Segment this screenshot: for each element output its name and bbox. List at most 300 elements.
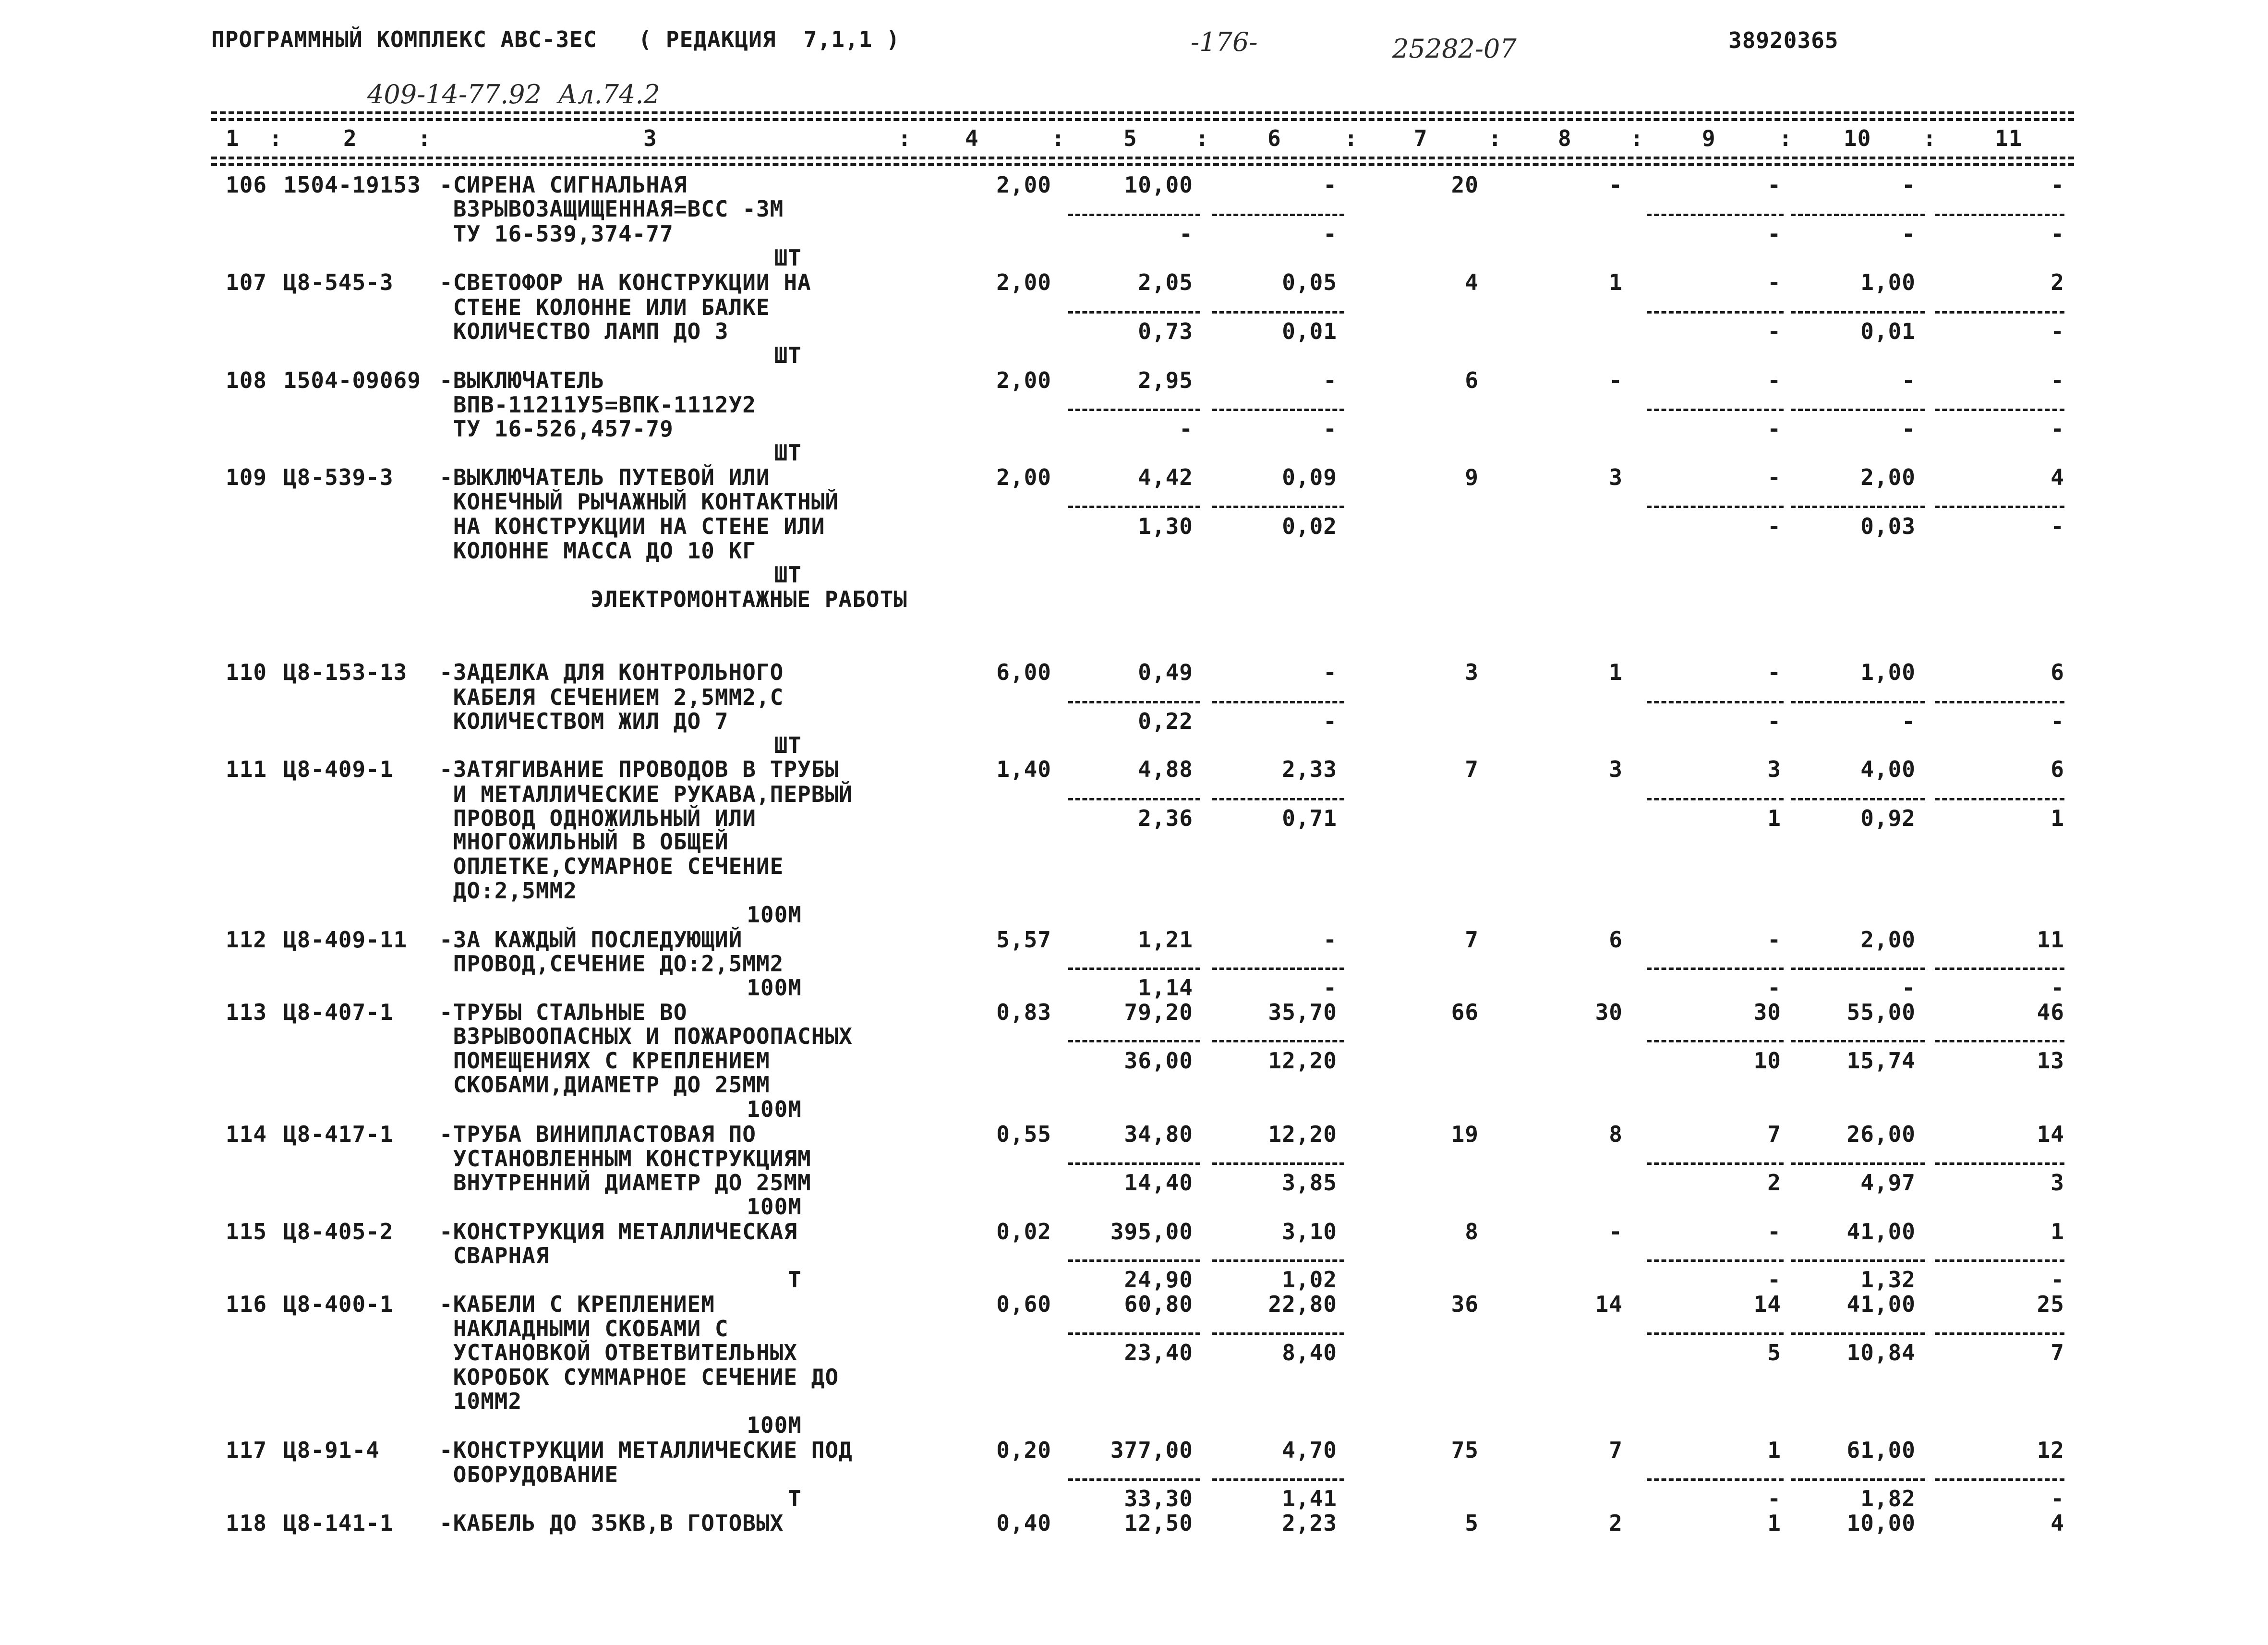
unit-label: ШТ: [774, 342, 802, 368]
col-6-header: 6: [1267, 125, 1281, 151]
value-separator: [1935, 798, 2064, 800]
cell-col-10: -: [1902, 416, 1916, 442]
project-number: 409-14-77.92 Ал.74.2: [367, 79, 660, 109]
cell-col-3: -СВЕТОФОР НА КОНСТРУКЦИИ НА: [439, 269, 811, 295]
cell-col-10: 41,00: [1846, 1291, 1916, 1317]
cell-col-8: -: [1609, 1219, 1623, 1245]
cell-col-6: 22,80: [1268, 1291, 1337, 1317]
cell-col-9: -: [1767, 464, 1781, 490]
cell-col-3: ВЗРЫВООПАСНЫХ И ПОЖАРООПАСНЫХ: [439, 1023, 853, 1049]
value-separator: [1068, 311, 1200, 314]
cell-col-3: -ЗАДЕЛКА ДЛЯ КОНТРОЛЬНОГО: [439, 659, 784, 685]
cell-col-10: -: [1902, 367, 1916, 393]
cell-col-3: КОЛОННЕ МАССА ДО 10 КГ: [439, 538, 756, 564]
cell-col-9: -: [1767, 1486, 1781, 1512]
cell-col-4: 0,60: [996, 1291, 1051, 1317]
cell-col-3: ВПВ-11211У5=ВПК-1112У2: [439, 392, 756, 418]
cell-col-11: -: [2051, 1267, 2064, 1293]
cell-col-9: 2: [1767, 1170, 1781, 1196]
cell-col-11: 1: [2051, 1219, 2064, 1245]
value-separator: [1791, 701, 1925, 703]
cell-col-7: 7: [1465, 756, 1479, 782]
cell-col-4: 1,40: [996, 756, 1051, 782]
cell-col-2: Ц8-417-1: [283, 1121, 394, 1147]
value-separator: [1647, 506, 1784, 508]
cell-col-9: 7: [1767, 1121, 1781, 1147]
cell-col-10: 4,97: [1860, 1170, 1916, 1196]
col-sep: :: [1923, 125, 1937, 151]
cell-col-1: 115: [226, 1219, 267, 1245]
cell-col-2: Ц8-545-3: [283, 269, 394, 295]
col-2-header: 2: [343, 125, 357, 151]
cell-col-6: 4,70: [1282, 1437, 1337, 1463]
value-separator: [1068, 968, 1200, 970]
value-separator: [1212, 1478, 1344, 1481]
cell-col-8: 2: [1609, 1510, 1623, 1536]
value-separator: [1647, 1040, 1784, 1042]
value-separator: [1935, 701, 2064, 703]
value-separator: [1647, 1478, 1784, 1481]
cell-col-11: -: [2051, 975, 2064, 1001]
cell-col-6: 1,41: [1282, 1486, 1337, 1512]
value-separator: [1935, 409, 2064, 411]
value-separator: [1068, 1478, 1200, 1481]
cell-col-3: ОПЛЕТКЕ,СУМАРНОЕ СЕЧЕНИЕ: [439, 853, 784, 879]
value-separator: [1791, 1162, 1925, 1165]
cell-col-2: Ц8-153-13: [283, 659, 408, 685]
cell-col-3: УСТАНОВКОЙ ОТВЕТВИТЕЛЬНЫХ: [439, 1340, 798, 1366]
cell-col-10: -: [1902, 221, 1916, 247]
page-number: -176-: [1191, 27, 1258, 57]
cell-col-9: -: [1767, 1219, 1781, 1245]
cell-col-5: 79,20: [1124, 999, 1193, 1025]
col-sep: :: [418, 125, 432, 151]
col-8-header: 8: [1558, 125, 1572, 151]
cell-col-1: 110: [226, 659, 267, 685]
col-sep: :: [269, 125, 283, 151]
cell-col-11: 6: [2051, 659, 2064, 685]
cell-col-9: -: [1767, 416, 1781, 442]
cell-col-3: ПРОВОД ОДНОЖИЛЬНЫЙ ИЛИ: [439, 805, 756, 831]
cell-col-8: 3: [1609, 464, 1623, 490]
cell-col-11: 11: [2037, 927, 2064, 953]
cell-col-10: -: [1902, 708, 1916, 734]
cell-col-3: -ТРУБЫ СТАЛЬНЫЕ ВО: [439, 999, 688, 1025]
value-separator: [1068, 214, 1200, 216]
cell-col-9: -: [1767, 975, 1781, 1001]
unit-label: 100М: [747, 902, 802, 928]
cell-col-5: 0,49: [1138, 659, 1193, 685]
cell-col-9: -: [1767, 172, 1781, 198]
cell-col-5: 24,90: [1124, 1267, 1193, 1293]
cell-col-4: 0,02: [996, 1219, 1051, 1245]
value-separator: [1647, 311, 1784, 314]
cell-col-9: -: [1767, 513, 1781, 539]
cell-col-11: 12: [2037, 1437, 2064, 1463]
unit-label: ШТ: [774, 732, 802, 758]
cell-col-3: -СИРЕНА СИГНАЛЬНАЯ: [439, 172, 688, 198]
cell-col-3: ОБОРУДОВАНИЕ: [439, 1462, 619, 1488]
col-1-header: 1: [226, 125, 240, 151]
cell-col-11: -: [2051, 367, 2064, 393]
value-separator: [1791, 214, 1925, 216]
cell-col-7: 20: [1451, 172, 1479, 198]
cell-col-2: Ц8-400-1: [283, 1291, 394, 1317]
cell-col-3: СТЕНЕ КОЛОННЕ ИЛИ БАЛКЕ: [439, 294, 770, 320]
cell-col-5: 14,40: [1124, 1170, 1193, 1196]
value-separator: [1212, 409, 1344, 411]
value-separator: [1212, 798, 1344, 800]
header-rule-bottom: [211, 157, 2074, 159]
cell-col-10: 0,01: [1860, 318, 1916, 344]
cell-col-8: 8: [1609, 1121, 1623, 1147]
cell-col-9: 3: [1767, 756, 1781, 782]
cell-col-6: 0,09: [1282, 464, 1337, 490]
value-separator: [1068, 1040, 1200, 1042]
cell-col-7: 66: [1451, 999, 1479, 1025]
section-title: ЭЛЕКТРОМОНТАЖНЫЕ РАБОТЫ: [591, 586, 907, 612]
cell-col-10: 55,00: [1846, 999, 1916, 1025]
cell-col-3: -ЗАТЯГИВАНИЕ ПРОВОДОВ В ТРУБЫ: [439, 756, 839, 782]
unit-label: ШТ: [774, 245, 802, 271]
cell-col-11: -: [2051, 708, 2064, 734]
cell-col-6: -: [1323, 221, 1337, 247]
cell-col-9: 10: [1753, 1048, 1781, 1074]
cell-col-9: -: [1767, 269, 1781, 295]
cell-col-3: -ВЫКЛЮЧАТЕЛЬ: [439, 367, 605, 393]
header-rule-top-2: [211, 118, 2074, 121]
value-separator: [1935, 1478, 2064, 1481]
cell-col-3: -ВЫКЛЮЧАТЕЛЬ ПУТЕВОЙ ИЛИ: [439, 464, 770, 490]
cell-col-5: 34,80: [1124, 1121, 1193, 1147]
cell-col-6: -: [1323, 708, 1337, 734]
cell-col-10: 1,32: [1860, 1267, 1916, 1293]
cell-col-11: 4: [2051, 1510, 2064, 1536]
cell-col-8: 30: [1595, 999, 1623, 1025]
value-separator: [1212, 506, 1344, 508]
cell-col-3: СВАРНАЯ: [439, 1243, 550, 1269]
cell-col-10: 2,00: [1860, 927, 1916, 953]
value-separator: [1212, 1259, 1344, 1262]
cell-col-11: 13: [2037, 1048, 2064, 1074]
cell-col-3: ВНУТРЕННИЙ ДИАМЕТР ДО 25ММ: [439, 1170, 811, 1196]
cell-col-7: 7: [1465, 927, 1479, 953]
header-rule-top: [211, 111, 2074, 114]
cell-col-1: 114: [226, 1121, 267, 1147]
cell-col-2: Ц8-409-11: [283, 927, 408, 953]
cell-col-3: ВЗРЫВОЗАЩИЩЕННАЯ=ВСС -3М: [439, 196, 784, 222]
value-separator: [1212, 1162, 1344, 1165]
cell-col-6: 3,85: [1282, 1170, 1337, 1196]
cell-col-7: 6: [1465, 367, 1479, 393]
col-sep: :: [1195, 125, 1209, 151]
value-separator: [1935, 968, 2064, 970]
cell-col-1: 111: [226, 756, 267, 782]
value-separator: [1068, 506, 1200, 508]
cell-col-6: 8,40: [1282, 1340, 1337, 1366]
cell-col-4: 2,00: [996, 172, 1051, 198]
value-separator: [1212, 1040, 1344, 1042]
unit-label: Т: [788, 1486, 802, 1512]
cell-col-3: КАБЕЛЯ СЕЧЕНИЕМ 2,5ММ2,С: [439, 684, 784, 710]
cell-col-5: 36,00: [1124, 1048, 1193, 1074]
cell-col-3: УСТАНОВЛЕННЫМ КОНСТРУКЦИЯМ: [439, 1146, 811, 1172]
value-separator: [1791, 311, 1925, 314]
cell-col-9: 1: [1767, 1437, 1781, 1463]
cell-col-1: 117: [226, 1437, 267, 1463]
value-separator: [1068, 1332, 1200, 1335]
cell-col-4: 2,00: [996, 367, 1051, 393]
cell-col-10: 41,00: [1846, 1219, 1916, 1245]
cell-col-3: 10ММ2: [439, 1388, 522, 1414]
cell-col-10: 1,00: [1860, 269, 1916, 295]
cell-col-7: 5: [1465, 1510, 1479, 1536]
cell-col-6: -: [1323, 367, 1337, 393]
cell-col-9: -: [1767, 927, 1781, 953]
col-5-header: 5: [1123, 125, 1137, 151]
unit-label: 100М: [747, 975, 802, 1001]
cell-col-4: 2,00: [996, 269, 1051, 295]
cell-col-4: 0,40: [996, 1510, 1051, 1536]
cell-col-9: -: [1767, 318, 1781, 344]
cell-col-3: -КОНСТРУКЦИИ МЕТАЛЛИЧЕСКИЕ ПОД: [439, 1437, 853, 1463]
cell-col-9: 1: [1767, 805, 1781, 831]
cell-col-9: 14: [1753, 1291, 1781, 1317]
cell-col-1: 109: [226, 464, 267, 490]
cell-col-9: -: [1767, 1267, 1781, 1293]
cell-col-10: 1,00: [1860, 659, 1916, 685]
cell-col-3: ТУ 16-539,374-77: [439, 221, 674, 247]
value-separator: [1791, 506, 1925, 508]
cell-col-10: 4,00: [1860, 756, 1916, 782]
cell-col-11: 4: [2051, 464, 2064, 490]
cell-col-4: 5,57: [996, 927, 1051, 953]
value-separator: [1791, 968, 1925, 970]
value-separator: [1068, 701, 1200, 703]
value-separator: [1212, 214, 1344, 216]
cell-col-5: 377,00: [1110, 1437, 1193, 1463]
cell-col-11: -: [2051, 1486, 2064, 1512]
col-3-header: 3: [643, 125, 657, 151]
cell-col-8: -: [1609, 172, 1623, 198]
cell-col-10: 26,00: [1846, 1121, 1916, 1147]
cell-col-8: 7: [1609, 1437, 1623, 1463]
cell-col-6: 12,20: [1268, 1121, 1337, 1147]
cell-col-1: 106: [226, 172, 267, 198]
cell-col-6: -: [1323, 659, 1337, 685]
value-separator: [1068, 798, 1200, 800]
cell-col-5: 395,00: [1110, 1219, 1193, 1245]
cell-col-5: 2,95: [1138, 367, 1193, 393]
col-11-header: 11: [1995, 125, 2023, 151]
cell-col-6: 2,33: [1282, 756, 1337, 782]
cell-col-7: 4: [1465, 269, 1479, 295]
value-separator: [1212, 1332, 1344, 1335]
value-separator: [1068, 409, 1200, 411]
cell-col-3: НАКЛАДНЫМИ СКОБАМИ С: [439, 1316, 729, 1342]
cell-col-4: 2,00: [996, 464, 1051, 490]
cell-col-6: -: [1323, 927, 1337, 953]
value-separator: [1935, 214, 2064, 216]
cell-col-1: 107: [226, 269, 267, 295]
cell-col-7: 8: [1465, 1219, 1479, 1245]
value-separator: [1791, 1259, 1925, 1262]
cell-col-6: 1,02: [1282, 1267, 1337, 1293]
cell-col-7: 19: [1451, 1121, 1479, 1147]
cell-col-1: 113: [226, 999, 267, 1025]
value-separator: [1791, 409, 1925, 411]
cell-col-3: КОРОБОК СУММАРНОЕ СЕЧЕНИЕ ДО: [439, 1364, 839, 1390]
cell-col-9: 30: [1753, 999, 1781, 1025]
cell-col-6: 35,70: [1268, 999, 1337, 1025]
value-separator: [1647, 701, 1784, 703]
cell-col-5: 33,30: [1124, 1486, 1193, 1512]
cell-col-4: 0,55: [996, 1121, 1051, 1147]
value-separator: [1935, 311, 2064, 314]
cell-col-5: 2,05: [1138, 269, 1193, 295]
cell-col-9: 5: [1767, 1340, 1781, 1366]
cell-col-9: -: [1767, 367, 1781, 393]
cell-col-3: ТУ 16-526,457-79: [439, 416, 674, 442]
value-separator: [1791, 1332, 1925, 1335]
value-separator: [1791, 798, 1925, 800]
cell-col-4: 0,20: [996, 1437, 1051, 1463]
cell-col-10: 2,00: [1860, 464, 1916, 490]
value-separator: [1647, 409, 1784, 411]
cell-col-11: -: [2051, 221, 2064, 247]
cell-col-5: 1,14: [1138, 975, 1193, 1001]
cell-col-6: 0,71: [1282, 805, 1337, 831]
col-10-header: 10: [1844, 125, 1871, 151]
value-separator: [1647, 1162, 1784, 1165]
cell-col-8: 6: [1609, 927, 1623, 953]
cell-col-11: 3: [2051, 1170, 2064, 1196]
value-separator: [1647, 1259, 1784, 1262]
value-separator: [1068, 1162, 1200, 1165]
cell-col-6: 3,10: [1282, 1219, 1337, 1245]
cell-col-5: 10,00: [1124, 172, 1193, 198]
cell-col-10: 10,00: [1846, 1510, 1916, 1536]
cell-col-6: 0,05: [1282, 269, 1337, 295]
cell-col-5: -: [1179, 221, 1193, 247]
cell-col-3: -КОНСТРУКЦИЯ МЕТАЛЛИЧЕСКАЯ: [439, 1219, 798, 1245]
cell-col-10: 10,84: [1846, 1340, 1916, 1366]
cell-col-7: 75: [1451, 1437, 1479, 1463]
cell-col-11: -: [2051, 416, 2064, 442]
cell-col-4: 6,00: [996, 659, 1051, 685]
value-separator: [1935, 506, 2064, 508]
unit-label: ШТ: [774, 440, 802, 466]
cell-col-11: 1: [2051, 805, 2064, 831]
cell-col-2: 1504-19153: [283, 172, 421, 198]
cell-col-3: -КАБЕЛИ С КРЕПЛЕНИЕМ: [439, 1291, 715, 1317]
cell-col-2: Ц8-91-4: [283, 1437, 380, 1463]
document-number: 25282-07: [1392, 34, 1517, 64]
cell-col-9: -: [1767, 659, 1781, 685]
document-code: 38920365: [1728, 27, 1839, 53]
col-sep: :: [1344, 125, 1358, 151]
cell-col-3: ПОМЕЩЕНИЯХ С КРЕПЛЕНИЕМ: [439, 1048, 770, 1074]
value-separator: [1935, 1332, 2064, 1335]
program-header: ПРОГРАММНЫЙ КОМПЛЕКС АВС-3ЕС ( РЕДАКЦИЯ 7,1,1 ): [211, 26, 900, 52]
cell-col-1: 108: [226, 367, 267, 393]
cell-col-5: 2,36: [1138, 805, 1193, 831]
value-separator: [1791, 1040, 1925, 1042]
cell-col-11: 46: [2037, 999, 2064, 1025]
unit-label: 100М: [747, 1096, 802, 1122]
cell-col-1: 116: [226, 1291, 267, 1317]
unit-label: 100М: [747, 1412, 802, 1438]
cell-col-1: 118: [226, 1510, 267, 1536]
cell-col-7: 3: [1465, 659, 1479, 685]
cell-col-6: 2,23: [1282, 1510, 1337, 1536]
cell-col-11: -: [2051, 172, 2064, 198]
cell-col-3: ПРОВОД,СЕЧЕНИЕ ДО:2,5ММ2: [439, 951, 784, 977]
cell-col-5: 1,30: [1138, 513, 1193, 539]
cell-col-8: 1: [1609, 659, 1623, 685]
value-separator: [1647, 798, 1784, 800]
cell-col-3: НА КОНСТРУКЦИИ НА СТЕНЕ ИЛИ: [439, 513, 825, 539]
value-separator: [1212, 701, 1344, 703]
cell-col-3: -ЗА КАЖДЫЙ ПОСЛЕДУЮЩИЙ: [439, 927, 743, 953]
value-separator: [1647, 1332, 1784, 1335]
cell-col-5: 60,80: [1124, 1291, 1193, 1317]
unit-label: Т: [788, 1267, 802, 1293]
cell-col-2: Ц8-539-3: [283, 464, 394, 490]
cell-col-11: 25: [2037, 1291, 2064, 1317]
col-sep: :: [1779, 125, 1793, 151]
cell-col-8: 14: [1595, 1291, 1623, 1317]
cell-col-8: 1: [1609, 269, 1623, 295]
cell-col-3: СКОБАМИ,ДИАМЕТР ДО 25ММ: [439, 1072, 770, 1098]
cell-col-10: -: [1902, 172, 1916, 198]
cell-col-5: 4,42: [1138, 464, 1193, 490]
value-separator: [1647, 968, 1784, 970]
cell-col-6: 12,20: [1268, 1048, 1337, 1074]
cell-col-6: -: [1323, 416, 1337, 442]
cell-col-5: 1,21: [1138, 927, 1193, 953]
cell-col-8: -: [1609, 367, 1623, 393]
cell-col-5: 23,40: [1124, 1340, 1193, 1366]
unit-label: ШТ: [774, 562, 802, 588]
cell-col-2: Ц8-141-1: [283, 1510, 394, 1536]
cell-col-3: -ТРУБА ВИНИПЛАСТОВАЯ ПО: [439, 1121, 756, 1147]
cell-col-11: 2: [2051, 269, 2064, 295]
cell-col-5: 4,88: [1138, 756, 1193, 782]
cell-col-7: 9: [1465, 464, 1479, 490]
cell-col-3: КОНЕЧНЫЙ РЫЧАЖНЫЙ КОНТАКТНЫЙ: [439, 489, 839, 515]
cell-col-2: 1504-09069: [283, 367, 421, 393]
cell-col-2: Ц8-405-2: [283, 1219, 394, 1245]
cell-col-10: 0,92: [1860, 805, 1916, 831]
cell-col-11: -: [2051, 513, 2064, 539]
col-7-header: 7: [1414, 125, 1428, 151]
cell-col-4: 0,83: [996, 999, 1051, 1025]
unit-label: 100М: [747, 1194, 802, 1220]
cell-col-3: И МЕТАЛЛИЧЕСКИЕ РУКАВА,ПЕРВЫЙ: [439, 781, 853, 807]
cell-col-5: 12,50: [1124, 1510, 1193, 1536]
header-rule-bottom-2: [211, 163, 2074, 166]
cell-col-9: -: [1767, 708, 1781, 734]
cell-col-5: -: [1179, 416, 1193, 442]
cell-col-10: -: [1902, 975, 1916, 1001]
cell-col-3: -КАБЕЛЬ ДО 35КВ,В ГОТОВЫХ: [439, 1510, 784, 1536]
value-separator: [1212, 968, 1344, 970]
cell-col-10: 0,03: [1860, 513, 1916, 539]
cell-col-6: -: [1323, 975, 1337, 1001]
col-4-header: 4: [965, 125, 979, 151]
col-sep: :: [898, 125, 912, 151]
